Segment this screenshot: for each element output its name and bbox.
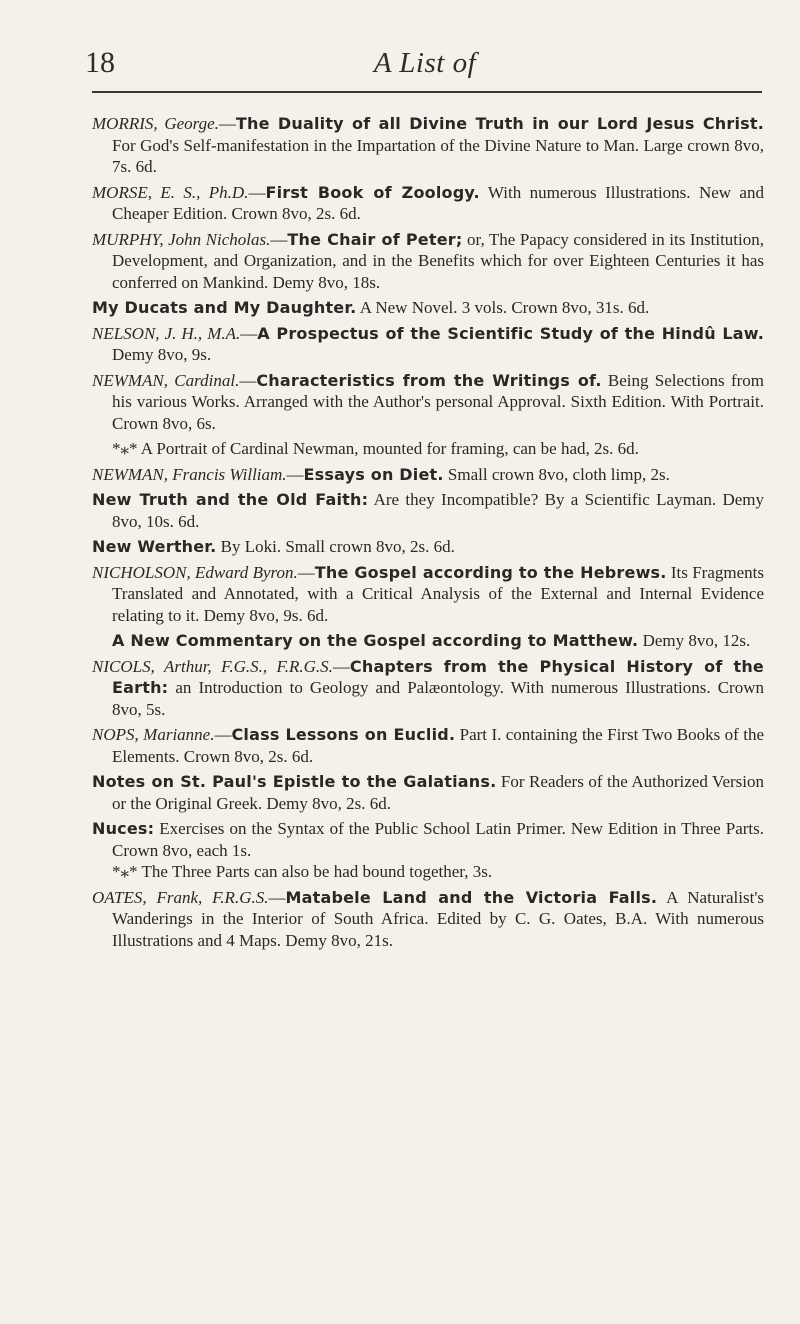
catalog-entry [92, 323, 764, 366]
entry-separator: — [286, 464, 304, 484]
entry-title: A New Commentary on the Gospel according to Matthew. [112, 631, 639, 650]
entry-title: The Duality of all Divine Truth in our Lord Jesus Christ. [235, 114, 764, 133]
entry-separator: — [268, 887, 286, 907]
entry-title: The Chair of Peter; [287, 229, 463, 249]
entry-description: Exercises on the Syntax of the Public School Latin Primer. New Edition in Three Parts. Crown 8vo, each 1s. [112, 819, 764, 860]
entry-title: Essays on Diet. [303, 464, 444, 484]
catalog-entry [92, 113, 764, 178]
entry-author: NOPS, Marianne. [92, 725, 215, 744]
catalog-entry [92, 370, 764, 435]
catalog-entry [92, 818, 764, 883]
entry-author: NICHOLSON, Edward Byron. [92, 562, 298, 582]
entry-separator: — [248, 182, 266, 202]
catalog-entry [92, 562, 764, 627]
entry-description: Are they Incompatible? By a Scientific Layman. Demy 8vo, 10s. 6d. [112, 490, 765, 531]
catalog-entry [92, 771, 764, 814]
entry-description: With numerous Illustrations. New and Cheaper Edition. Crown 8vo, 2s. 6d. [112, 182, 764, 223]
catalog-entries [92, 113, 764, 955]
entry-title: Nuces: [92, 819, 155, 838]
entry-author: MORSE, E. S., Ph.D. [92, 182, 249, 202]
page-header [85, 40, 765, 86]
catalog-entry [92, 182, 764, 225]
entry-author: MORRIS, George. [92, 114, 219, 133]
note-text: *⁎* A Portrait of Cardinal Newman, mounted for framing, can be had, 2s. 6d. [112, 439, 639, 458]
entry-description: an Introduction to Geology and Palæontology. With numerous Illustrations. Crown 8vo, 5s. [112, 678, 764, 719]
entry-title: New Truth and the Old Faith: [92, 490, 369, 509]
entry-title: First Book of Zoology. [265, 182, 480, 202]
catalog-entry [92, 489, 764, 532]
entry-separator: — [239, 370, 257, 390]
catalog-sub-entry [92, 630, 764, 652]
entry-description: Part I. containing the First Two Books of the Elements. Crown 8vo, 2s. 6d. [112, 725, 764, 766]
entry-separator: — [240, 323, 258, 343]
page-number: 18 [85, 46, 115, 79]
entry-description: Demy 8vo, 12s. [638, 631, 751, 650]
entry-author: NELSON, J. H., M.A. [92, 323, 241, 343]
catalog-entry [92, 297, 764, 319]
entry-author: MURPHY, John Nicholas. [92, 229, 271, 249]
entry-title: The Gospel according to the Hebrews. [314, 562, 667, 582]
entry-author: NEWMAN, Cardinal. [92, 370, 240, 390]
entry-title: Notes on St. Paul's Epistle to the Galatians. [92, 772, 497, 791]
entry-description: or, The Papacy considered in its Institution, Development, and Organization, and in the Benefits which for over Eighteen Centuries it has conferred on Mankind. Demy 8vo, 18s. [112, 229, 764, 292]
entry-separator: — [297, 562, 315, 582]
entry-description: A New Novel. 3 vols. Crown 8vo, 31s. 6d. [356, 298, 650, 317]
running-title: A List of [373, 47, 477, 79]
entry-author: NICOLS, Arthur, F.G.S., F.R.G.S. [92, 656, 333, 676]
entry-separator: — [218, 114, 236, 133]
entry-title: Characteristics from the Writings of. [256, 370, 602, 390]
entry-title: Matabele Land and the Victoria Falls. [285, 887, 658, 907]
entry-description: Small crown 8vo, cloth limp, 2s. [443, 464, 670, 484]
entry-description: For God's Self-manifestation in the Impartation of the Divine Nature to Man. Large crown 8vo, 7s. 6d. [112, 135, 764, 176]
entry-title: Class Lessons on Euclid. [231, 725, 456, 744]
entry-title: A Prospectus of the Scientific Study of the Hindû Law. [257, 323, 764, 343]
catalog-note [92, 438, 764, 460]
catalog-entry [92, 656, 764, 721]
entry-description: Demy 8vo, 9s. [112, 345, 212, 364]
entry-separator: — [270, 229, 288, 249]
entry-author: NEWMAN, Francis William. [92, 464, 287, 484]
entry-separator: — [332, 656, 350, 676]
entry-description: By Loki. Small crown 8vo, 2s. 6d. [216, 537, 455, 556]
catalog-entry [92, 887, 764, 952]
entry-description: A Naturalist's Wanderings in the Interior of South Africa. Edited by C. G. Oates, B.A. With numerous Illustrations and 4 Maps. Demy 8vo, 21s. [112, 887, 764, 950]
catalog-entry [92, 229, 764, 294]
entry-title: My Ducats and My Daughter. [92, 298, 357, 317]
entry-author: OATES, Frank, F.R.G.S. [92, 887, 269, 907]
catalog-entry [92, 536, 764, 558]
entry-separator: — [214, 725, 232, 744]
entry-description: For Readers of the Authorized Version or the Original Greek. Demy 8vo, 2s. 6d. [112, 772, 765, 813]
header-rule [92, 91, 762, 93]
entry-title: New Werther. [92, 537, 217, 556]
catalog-entry [92, 724, 764, 767]
entry-title: Chapters from the Physical History of the Earth: [112, 656, 764, 697]
catalog-entry [92, 464, 764, 486]
entry-description: Being Selections from his various Works. Arranged with the Author's personal Approval. Sixth Edition. With Portrait. Crown 8vo, 6s. [112, 370, 764, 433]
note-text: *⁎* The Three Parts can also be had bound together, 3s. [112, 862, 493, 881]
entry-description: Its Fragments Translated and Annotated, with a Critical Analysis of the External and Internal Evidence relating to it. Demy 8vo, 9s. 6d. [112, 562, 764, 625]
